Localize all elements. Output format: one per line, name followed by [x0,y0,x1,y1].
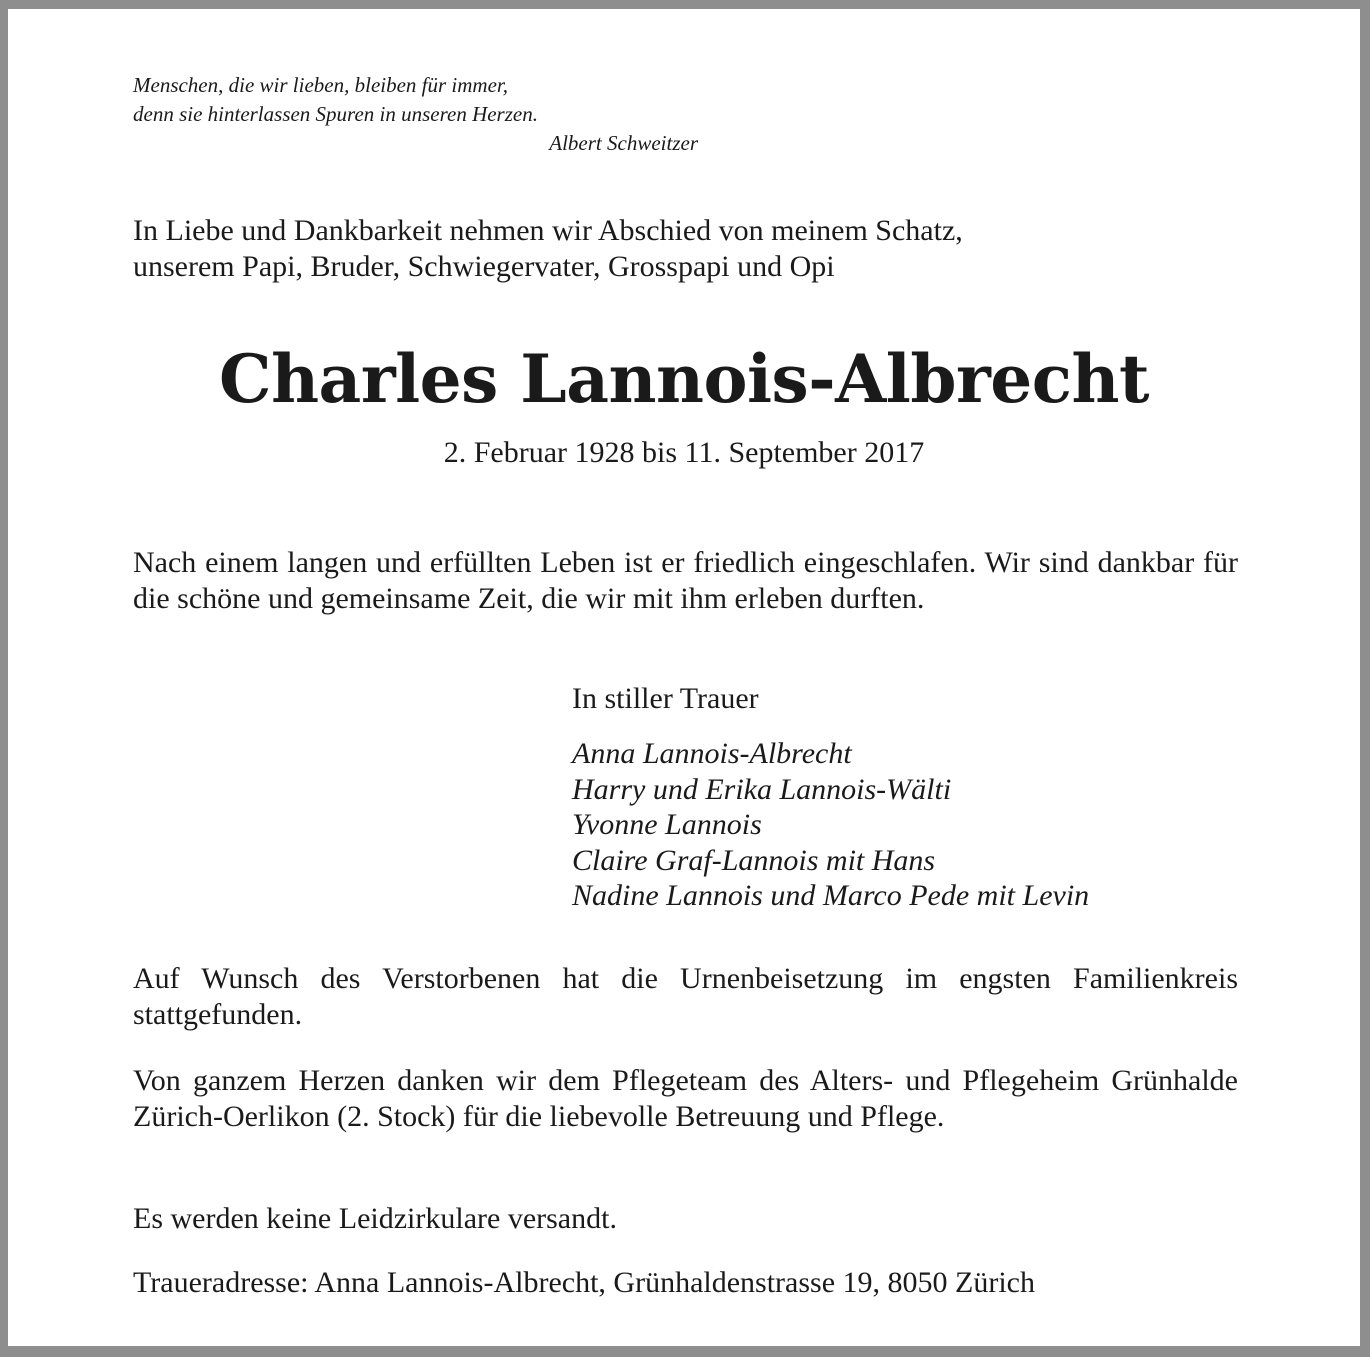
mourner-name: Anna Lannois-Albrecht [572,737,852,770]
intro-text [133,213,1243,285]
life-dates: 2. Februar 1928 bis 11. September 2017 [443,436,925,469]
mourner-name: Harry und Erika Lannois-Wälti [572,772,952,806]
mourners-block [572,681,1252,914]
mourner-name: Claire Graf-Lannois mit Hans [572,843,936,877]
quote-author: Albert Schweitzer [549,131,698,155]
intro-line-1: In Liebe und Dankbarkeit nehmen wir Abschied von meinem Schatz, [133,214,963,247]
mourning-address: Traueradresse: Anna Lannois-Albrecht, Grünhaldenstrasse 19, 8050 Zürich [133,1266,1035,1299]
paragraph-farewell: Nach einem langen und erfüllten Leben ist er friedlich eingeschlafen. Wir sind dankbar für die schöne und gemeinsame Zeit, die wir mit ihm erleben durften. [133,546,1238,615]
quote-line-1: Menschen, die wir lieben, bleiben für immer, [133,73,509,97]
mourner-name: Nadine Lannois und Marco Pede mit Levin [572,879,1090,912]
paragraph-thanks: Von ganzem Herzen danken wir dem Pflegeteam des Alters- und Pflegeheim Grünhalde Zürich-Oerlikon (2. Stock) für die liebevolle Betreuung und Pflege. [133,1064,1238,1133]
quote-block [133,71,698,158]
quote-line-2: denn sie hinterlassen Spuren in unseren Herzen. [133,102,538,126]
mourners-list [572,736,1252,914]
intro-line-2: unserem Papi, Bruder, Schwiegervater, Grosspapi und Opi [133,250,835,283]
mourners-heading: In stiller Trauer [572,682,759,715]
obituary-page [8,9,1360,1346]
paragraph-no-circulars: Es werden keine Leidzirkulare versandt. [133,1202,617,1235]
paragraph-burial: Auf Wunsch des Verstorbenen hat die Urnenbeisetzung im engsten Familienkreis stattgefunden. [133,962,1238,1031]
mourner-name: Yvonne Lannois [572,808,762,841]
deceased-name: Charles Lannois-Albrecht [219,340,1149,418]
